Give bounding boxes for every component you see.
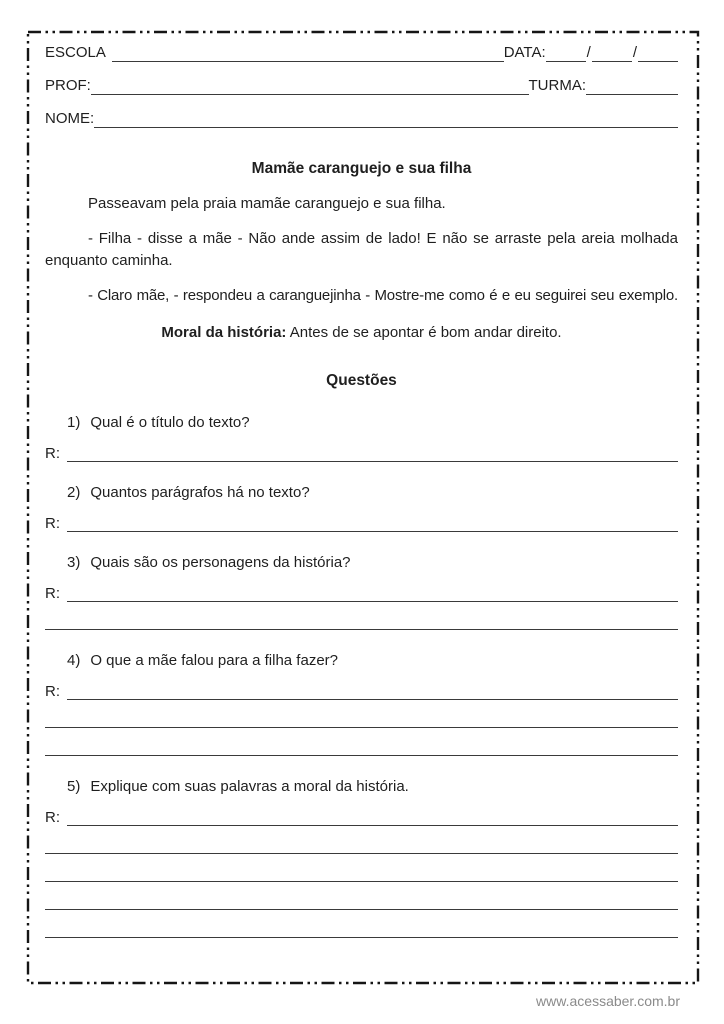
question-text: Qual é o título do texto? [90,414,250,431]
date-separator: / [586,44,591,61]
answer-prefix: R: [45,809,60,826]
moral-label: Moral da história: [161,324,287,341]
question-text: O que a mãe falou para a filha fazer? [90,652,338,669]
prof-blank-line [91,79,529,95]
answer-lines [45,434,678,462]
answer-lines [45,574,678,630]
answer-line [45,728,678,756]
question-line [45,650,678,672]
answer-line [45,602,678,630]
question-item [45,650,678,756]
question-number: 1) [67,414,81,431]
answer-line [45,700,678,728]
nome-label: NOME: [45,110,95,127]
turma-label: TURMA: [528,77,586,94]
answer-blank-line [67,815,678,826]
answer-blank-line [45,927,678,938]
escola-label: ESCOLA [45,44,106,61]
answer-line [45,854,678,882]
question-line [45,412,678,434]
answer-prefix: R: [45,683,60,700]
answer-lines [45,672,678,756]
questions-heading: Questões [326,372,397,389]
question-number: 4) [67,652,81,669]
answer-line [45,826,678,854]
story-paragraph: Passeavam pela praia mamãe caranguejo e sua filha. [88,195,446,212]
date-day-blank [546,46,586,62]
question-item [45,482,678,532]
data-label: DATA: [503,44,546,61]
question-line [45,776,678,798]
answer-blank-line [45,899,678,910]
question-item [45,552,678,630]
answer-blank-line [67,451,678,462]
answer-prefix: R: [45,515,60,532]
prof-row [45,75,678,95]
story-title: Mamãe caranguejo e sua filha [251,160,472,177]
answer-blank-line [45,619,678,630]
escola-blank-line [112,46,504,62]
answer-line [45,434,678,462]
story-paragraph: - Filha - disse a mãe - Não ande assim de lado! E não se arraste pela areia molhada enquanto caminha. [45,230,678,269]
answer-line [45,910,678,938]
questions-list [45,412,678,938]
page-content [45,42,678,938]
moral-text: Antes de se apontar é bom andar direito. [289,324,562,341]
question-item [45,412,678,462]
answer-blank-line [45,843,678,854]
question-text: Explique com suas palavras a moral da história. [90,778,409,795]
answer-blank-line [67,591,678,602]
question-number: 5) [67,778,81,795]
nome-blank-line [94,112,678,128]
question-line [45,552,678,574]
answer-prefix: R: [45,445,60,462]
answer-line [45,798,678,826]
nome-row [45,108,678,128]
website-url: www.acessaber.com.br [536,993,680,1009]
question-line [45,482,678,504]
answer-prefix: R: [45,585,60,602]
story-paragraph: - Claro mãe, - respondeu a caranguejinha - Mostre-me como é e eu seguirei seu exemplo. [88,287,678,304]
prof-label: PROF: [45,77,91,94]
answer-line [45,672,678,700]
moral-line [45,322,678,344]
turma-blank-line [586,79,678,95]
answer-line [45,504,678,532]
answer-blank-line [67,521,678,532]
date-year-blank [638,46,678,62]
answer-line [45,574,678,602]
question-text: Quantos parágrafos há no texto? [90,484,310,501]
answer-blank-line [45,717,678,728]
date-separator: / [632,44,637,61]
answer-lines [45,504,678,532]
date-month-blank [592,46,632,62]
answer-lines [45,798,678,938]
answer-blank-line [67,689,678,700]
answer-line [45,882,678,910]
question-number: 3) [67,554,81,571]
answer-blank-line [45,871,678,882]
answer-blank-line [45,745,678,756]
question-number: 2) [67,484,81,501]
question-text: Quais são os personagens da história? [90,554,351,571]
escola-row [45,42,678,62]
question-item [45,776,678,938]
